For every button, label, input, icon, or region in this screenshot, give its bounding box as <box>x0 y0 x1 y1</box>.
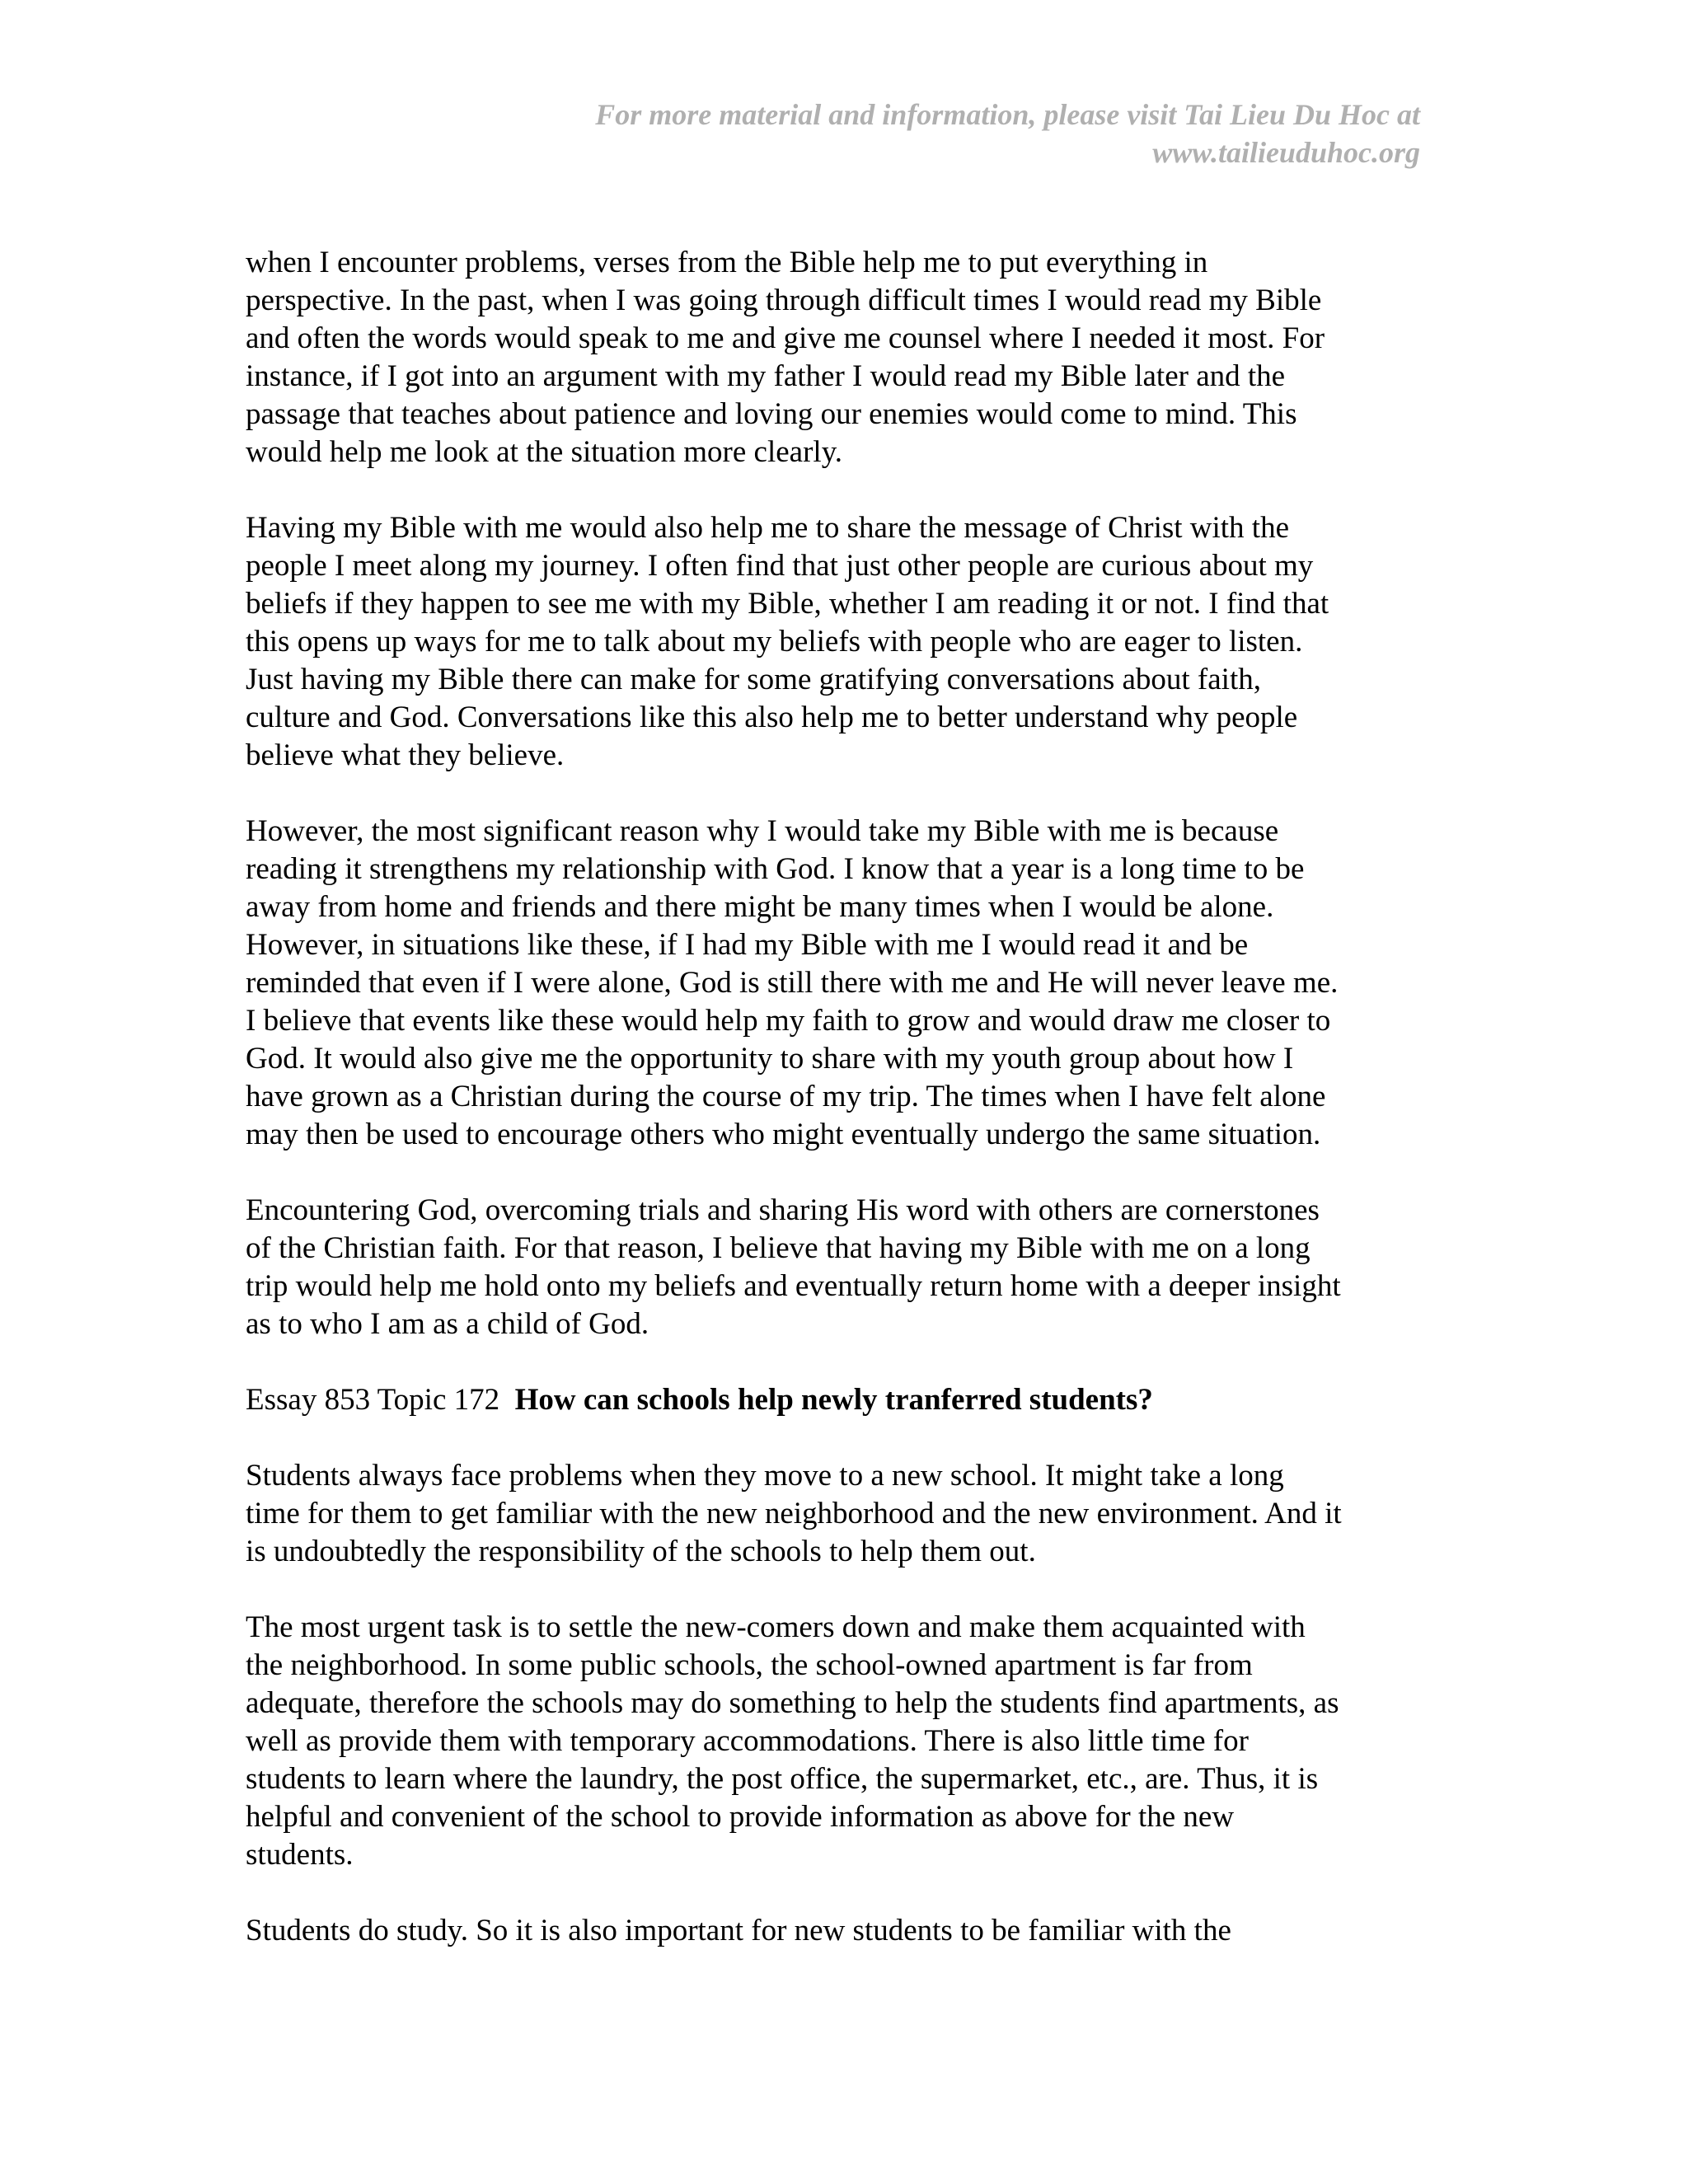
header-line-1: For more material and information, please visit Tai Lieu Du Hoc at <box>595 98 1420 131</box>
essay-paragraph-3: Students do study. So it is also important for new students to be familiar with the <box>246 1914 1231 1947</box>
essay-heading <box>246 1381 1432 1419</box>
header-url: www.tailieuduhoc.org <box>1152 136 1420 169</box>
paragraph-1: when I encounter problems, verses from the Bible help me to put everything in perspective. In the past, when I was going through difficult times I would read my Bible and often the words would speak to me and give me counsel where I needed it most. For instance, if I got into an argument with my father I would read my Bible later and the passage that teaches about patience and loving our enemies would come to mind. This would help me look at the situation more clearly. <box>246 246 1325 469</box>
essay-paragraph-2: The most urgent task is to settle the new-comers down and make them acquainted with the neighborhood. In some public schools, the school-owned apartment is far from adequate, therefore the schools may do something to help the students find apartments, as well as provide them with temporary accommodations. There is also little time for students to learn where the laundry, the post office, the supermarket, etc., are. Thus, it is helpful and convenient of the school to provide information as above for the new students. <box>246 1610 1339 1872</box>
essay-title: How can schools help newly tranferred students? <box>514 1383 1153 1417</box>
paragraph-4: Encountering God, overcoming trials and sharing His word with others are cornerstones of the Christian faith. For that reason, I believe that having my Bible with me on a long trip would help me hold onto my beliefs and eventually return home with a deeper insight as to who I am as a child of God. <box>246 1193 1341 1341</box>
paragraph-2: Having my Bible with me would also help me to share the message of Christ with the people I meet along my journey. I often find that just other people are curious about my beliefs if they happen to see me with my Bible, whether I am reading it or not. I find that this opens up ways for me to talk about my beliefs with people who are eager to listen. Just having my Bible there can make for some gratifying conversations about faith, culture and God. Conversations like this also help me to better understand why people believe what they believe. <box>246 511 1329 772</box>
essay-label: Essay 853 Topic 172 <box>246 1383 500 1417</box>
essay-paragraph-1: Students always face problems when they move to a new school. It might take a long time for them to get familiar with the new neighborhood and the new environment. And it is undoubtedly the responsibility of the schools to help them out. <box>246 1459 1342 1568</box>
paragraph-3: However, the most significant reason why I would take my Bible with me is because reading it strengthens my relationship with God. I know that a year is a long time to be away from home and friends and there might be many times when I would be alone. However, in situations like these, if I had my Bible with me I would read it and be reminded that even if I were alone, God is still there with me and He will never leave me. I believe that events like these would help my faith to grow and would draw me closer to God. It would also give me the opportunity to share with my youth group about how I have grown as a Christian during the course of my trip. The times when I have felt alone may then be used to encourage others who might eventually undergo the same situation. <box>246 814 1339 1151</box>
page-header <box>349 96 1420 171</box>
document-body <box>246 244 1432 1988</box>
